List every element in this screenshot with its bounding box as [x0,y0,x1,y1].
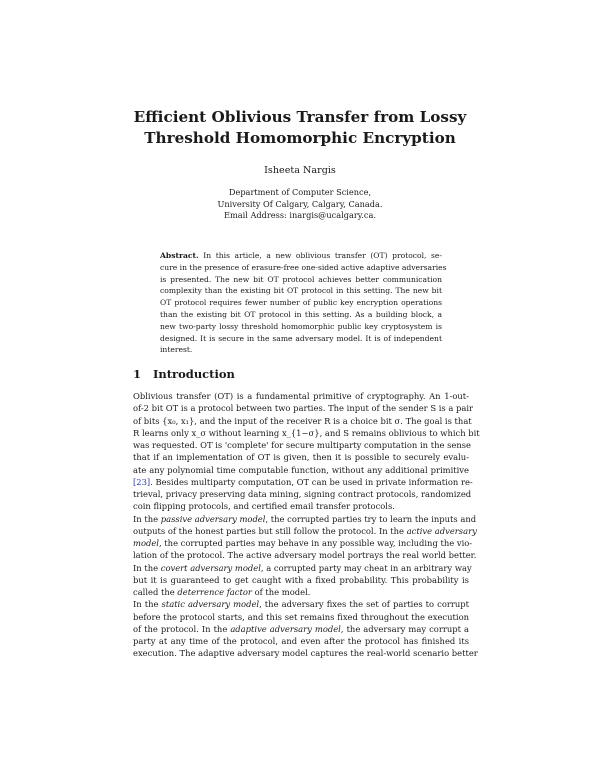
body-line: ate any polynomial time computable function, without any additional primitive [133,464,469,475]
body-line: called the deterrence factor of the model. [133,587,311,597]
body-line: was requested. OT is 'complete' for secure multiparty computation in the sense [133,440,471,450]
affiliation-department: Department of Computer Science, [228,187,372,197]
author-name: Isheeta Nargis [264,165,336,176]
affiliation-university: University Of Calgary, Calgary, Canada. [217,198,383,209]
body-line: [23]. Besides multiparty computation, OT can be used in private information re- [133,476,473,487]
abstract-line: interest. [160,345,193,355]
body-line: execution. The adaptive adversary model captures the real-world scenario better [133,648,478,659]
section-number: 1 [133,367,142,381]
abstract [160,250,447,356]
paper-title [0,107,600,149]
body-line: coin flipping protocols, and certified email transfer protocols. [133,501,395,512]
body-line: model, the corrupted parties may behave in any possible way, including the vio- [133,538,473,548]
body-line: R learns only x_σ without learning x_{1−σ}, and S remains oblivious to which bit [133,427,480,438]
body-line: that if an implementation of OT is given, then it is possible to securely evalu- [133,452,469,463]
citation-link[interactable]: [23] [133,476,151,487]
body-line: In the passive adversary model, the corrupted parties try to learn the inputs and [133,513,477,524]
abstract-line: complexity than the existing bit OT protocol in this setting. The new bit [160,286,442,296]
title-line-1: Efficient Oblivious Transfer from Lossy [133,108,467,126]
affiliation-email: Email Address: inargis@ucalgary.ca. [224,210,376,220]
body-line: of-2 bit OT is a protocol between two parties. The input of the sender S is a pair [133,403,474,414]
abstract-line: OT protocol requires fewer number of public key encryption operations [160,298,442,308]
body-line: trieval, privacy preserving data mining, signing contract protocols, randomized [133,489,472,499]
section-title: Introduction [153,367,235,381]
abstract-line: than the existing bit OT protocol in this setting. As a building block, a [160,309,442,319]
body-line: party at any time of the protocol, and even after the protocol has finished its [133,636,469,646]
section-heading [133,367,235,381]
body-line: In the covert adversary model, a corrupted party may cheat in an arbitrary way [133,562,472,573]
abstract-label: Abstract. [160,251,199,260]
title-line-2: Threshold Homomorphic Encryption [144,129,456,147]
abstract-line: Abstract. In this article, a new oblivious transfer (OT) protocol, se- [160,251,442,260]
abstract-line: new two-party lossy threshold homomorphic public key cryptosystem is [160,321,442,331]
body-line: lation of the protocol. The active adversary model portrays the real world better. [133,550,477,561]
body-line: In the static adversary model, the adversary fixes the set of parties to corrupt [133,599,469,610]
body-line: before the protocol starts, and this set remains fixed throughout the execution [133,611,469,622]
body-line: but it is guaranteed to get caught with a fixed probability. This probability is [133,574,469,585]
affiliation-block [0,187,600,222]
abstract-line: is presented. The new bit OT protocol achieves better communication [160,274,442,284]
abstract-line: designed. It is secure in the same adversary model. It is of independent [160,333,442,343]
abstract-line: cure in the presence of erasure-free one-sided active adaptive adversaries [160,262,447,272]
body-line: of bits {x₀, x₁}, and the input of the receiver R is a choice bit σ. The goal is that [133,415,472,426]
body-line: of the protocol. In the adaptive adversary model, the adversary may corrupt a [133,623,469,634]
body-text [133,390,480,660]
body-line: outputs of the honest parties but still follow the protocol. In the active adversary [133,525,477,536]
body-line: Oblivious transfer (OT) is a fundamental primitive of cryptography. An 1-out- [133,391,469,401]
